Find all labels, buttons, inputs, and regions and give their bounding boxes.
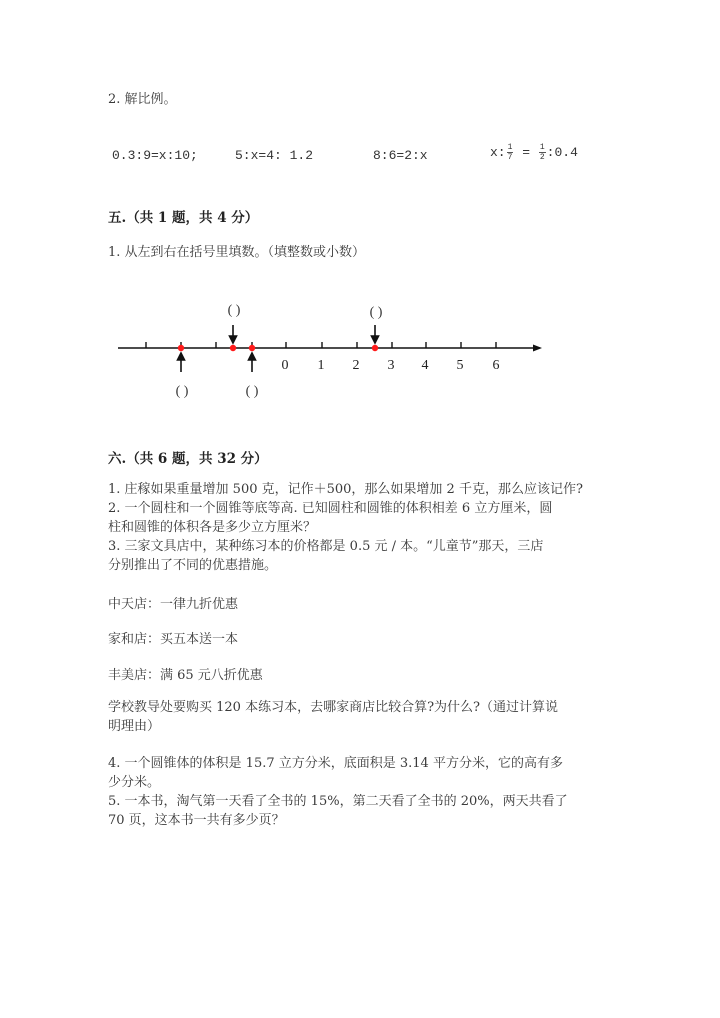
question-4-line-1: 4. 一个圆锥体的体积是 15.7 立方分米，底面积是 3.14 平方分米，它的高有多 [108, 756, 563, 771]
tick-label-4: 4 [421, 358, 429, 373]
tick-marks [146, 342, 496, 348]
question-5-line-1: 5. 一本书，淘气第一天看了全书的 15%，第二天看了全书的 20%，两天共看了 [108, 794, 568, 809]
question-3-ask-line-1: 学校教导处要购买 120 本练习本，去哪家商店比较合算?为什么?（通过计算说 [108, 700, 559, 715]
question-3-line-2: 分别推出了不同的优惠措施。 [108, 558, 278, 573]
question-3-ask-block [108, 698, 628, 736]
section-6-heading: 六.（共 6 题，共 32 分） [108, 451, 268, 467]
answer-blank-d: ( ) [369, 305, 383, 320]
tick-label-6: 6 [492, 358, 500, 373]
question-5-line-2: 70 页，这本书一共有多少页？ [108, 813, 285, 828]
equation-4 [490, 143, 578, 162]
arrow-down-d-head-icon [372, 336, 379, 343]
equation-4-suffix: :0.4 [546, 144, 578, 160]
tick-label-5: 5 [456, 358, 464, 373]
arrow-down-b-head-icon [230, 336, 237, 343]
tick-label-0: 0 [281, 358, 289, 373]
question-3-ask-line-2: 明理由） [108, 719, 161, 734]
equation-4-prefix: x: [490, 144, 506, 160]
section-6-questions-block [108, 480, 628, 575]
tick-label-3: 3 [387, 358, 395, 373]
fraction-one-half: $\frac{1}{2}$ [539, 143, 545, 162]
fraction-one-seventh: $\frac{1}{7}$ [507, 143, 513, 162]
arrow-up-a-head-icon [178, 353, 185, 360]
question-3-line-1: 3. 三家文具店中，某种练习本的价格都是 0.5 元 / 本。“儿童节”那天，三店 [108, 539, 544, 554]
store-zhongtian: 中天店：一律九折优惠 [108, 597, 239, 612]
answer-blank-c: ( ) [245, 384, 259, 399]
number-line-figure [110, 295, 550, 405]
section-5-question-1: 1. 从左到右在括号里填数。（填整数或小数） [108, 245, 366, 260]
equation-1: 0.3:9=x:10; [112, 148, 198, 163]
tick-label-1: 1 [317, 358, 325, 373]
question-2-title: 2. 解比例。 [108, 92, 177, 107]
point-b [230, 345, 236, 351]
point-a [178, 345, 184, 351]
section-5-heading: 五.（共 1 题，共 4 分） [108, 210, 259, 226]
answer-blank-b: ( ) [227, 303, 241, 318]
equation-2: 5:x=4: 1.2 [235, 148, 314, 163]
store-fengmei: 丰美店：满 65 元八折优惠 [108, 668, 263, 683]
equation-3: 8:6=2:x [373, 148, 428, 163]
question-2-line-1: 2. 一个圆柱和一个圆锥等底等高. 已知圆柱和圆锥的体积相差 6 立方厘米，圆 [108, 501, 553, 516]
store-jiahe: 家和店：买五本送一本 [108, 632, 239, 647]
answer-blank-a: ( ) [175, 384, 189, 399]
point-d [372, 345, 378, 351]
question-1: 1. 庄稼如果重量增加 500 克，记作＋500，那么如果增加 2 千克，那么应该记作? [108, 482, 583, 497]
questions-4-5-block [108, 754, 628, 830]
equals-sign: = [522, 144, 531, 160]
point-c [249, 345, 255, 351]
axis-arrowhead-icon [533, 345, 542, 352]
arrow-up-c-head-icon [249, 353, 256, 360]
question-2-line-2: 柱和圆锥的体积各是多少立方厘米？ [108, 520, 317, 535]
tick-label-2: 2 [352, 358, 360, 373]
question-4-line-2: 少分米。 [108, 775, 161, 790]
